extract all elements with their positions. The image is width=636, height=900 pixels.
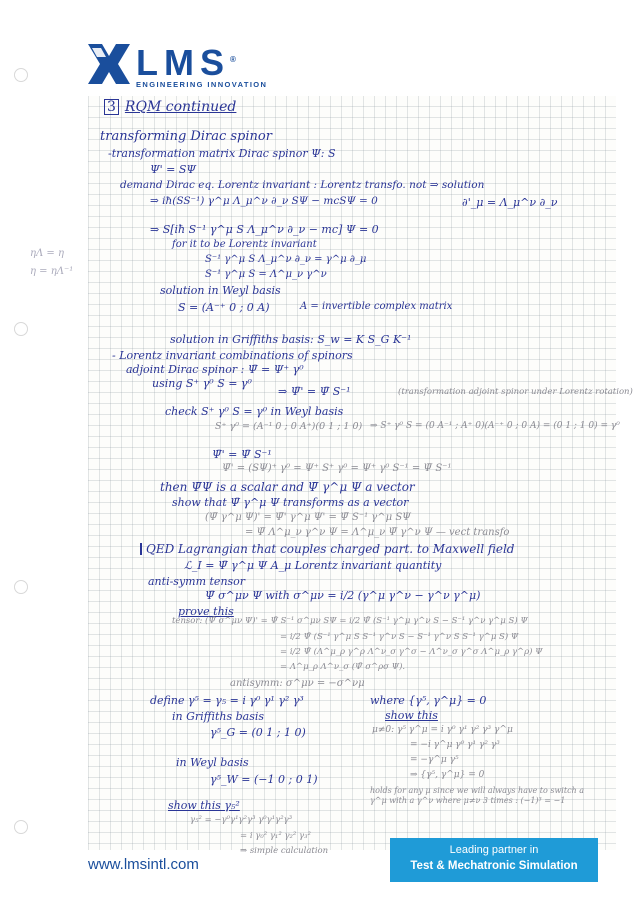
note-line: ⇒ S[iħ S⁻¹ γ^μ S Λ_μ^ν ∂_ν − mc] Ψ = 0 xyxy=(150,223,379,236)
note-line: ∂'_μ = Λ_μ^ν ∂_ν xyxy=(462,196,558,209)
note-line: S⁻¹ γ^μ S Λ_μ^ν ∂_ν = γ^μ ∂_μ xyxy=(205,254,367,265)
note-line: solution in Weyl basis xyxy=(160,284,281,297)
note-line: adjoint Dirac spinor : Ψ̄ = Ψ⁺ γ⁰ xyxy=(126,363,304,376)
note-line: in Weyl basis xyxy=(176,756,249,769)
note-line: Ψ' = SΨ xyxy=(150,163,197,176)
banner-line-2: Test & Mechatronic Simulation xyxy=(410,860,578,872)
punch-hole xyxy=(14,68,28,82)
note-line: demand Dirac eq. Lorentz invariant : Lorentz transfo. not ⇒ solution xyxy=(120,179,485,191)
note-line: where {γ⁵, γ^μ} = 0 xyxy=(370,694,487,707)
lms-x-icon xyxy=(88,44,130,84)
note-line: = Ψ̄ Λ^μ_ν γ^ν Ψ = Λ^μ_ν Ψ̄ γ^ν Ψ — vect transfo xyxy=(245,527,510,538)
logo-wordmark: LMS® xyxy=(136,42,236,83)
note-line: check S⁺ γ⁰ S = γ⁰ in Weyl basis xyxy=(165,405,344,418)
note-line: = Λ^μ_ρ Λ^ν_σ (Ψ̄ σ^ρσ Ψ). xyxy=(280,662,406,672)
note-line: = −i γ^μ γ⁰ γ¹ γ² γ³ xyxy=(410,740,500,750)
note-line: γ⁵_G = (0 1 ; 1 0) xyxy=(210,726,306,739)
note-line: μ≠0: γ⁵ γ^μ = i γ⁰ γ¹ γ² γ³ γ^μ xyxy=(372,725,513,735)
note-line: S = (A⁻⁺ 0 ; 0 A) xyxy=(178,301,270,314)
note-line: = −γ^μ γ⁵ xyxy=(410,755,459,765)
note-line: Ψ̄' = Ψ̄ S⁻¹ xyxy=(212,448,272,461)
note-line: Ψ̄' = (SΨ)⁺ γ⁰ = Ψ⁺ S⁺ γ⁰ = Ψ⁺ γ⁰ S⁻¹ = Ψ̄ S⁻¹ xyxy=(222,463,452,474)
note-line: using S⁺ γ⁰ S = γ⁰ xyxy=(152,377,252,390)
note-line: -transformation matrix Dirac spinor Ψ: S xyxy=(108,147,336,160)
note-line: - Lorentz invariant combinations of spinors xyxy=(112,349,353,362)
note-line: in Griffiths basis xyxy=(172,710,265,723)
lms-logo xyxy=(88,42,268,89)
note-line: prove this xyxy=(178,605,234,618)
note-line: ⇒ iħ(SS⁻¹) γ^μ Λ_μ^ν ∂_ν SΨ − mcSΨ = 0 xyxy=(150,195,378,207)
note-line: ⇒ S⁺ γ⁰ S = (0 A⁻¹ ; A⁺ 0)(A⁻⁺ 0 ; 0 A) = (0 1 ; 1 0) = γ⁰ xyxy=(370,421,620,431)
note-line: transforming Dirac spinor xyxy=(100,129,272,144)
note-line: define γ⁵ = γ₅ = i γ⁰ γ¹ γ² γ³ xyxy=(150,694,304,707)
note-line: anti-symm tensor xyxy=(148,575,246,588)
note-line: then Ψ̄Ψ is a scalar and Ψ̄ γ^μ Ψ a vector xyxy=(160,480,415,494)
note-line: = i/2 Ψ̄ (S⁻¹ γ^μ S S⁻¹ γ^ν S − S⁻¹ γ^ν S S⁻¹ γ^μ S) Ψ xyxy=(280,632,519,642)
logo-tagline: ENGINEERING INNOVATION xyxy=(136,80,268,89)
note-line: solution in Griffiths basis: S_w = K S_G K⁻¹ xyxy=(170,333,412,346)
note-line: antisymm: σ^μν = −σ^νμ xyxy=(230,678,365,689)
page-heading: 3 RQM continued xyxy=(104,99,236,115)
note-line: for it to be Lorentz invariant xyxy=(172,239,317,250)
note-line: = i γ₀² γ₁² γ₂² γ₃² xyxy=(240,831,311,841)
footer-url: www.lmsintl.com xyxy=(88,856,199,873)
note-line: (transformation adjoint spinor under Lorentz rotation) xyxy=(398,387,633,397)
note-line: ⇒ Ψ̄' = Ψ̄ S⁻¹ xyxy=(278,385,351,398)
banner-line-1: Leading partner in xyxy=(449,844,539,856)
note-line: A = invertible complex matrix xyxy=(300,301,453,312)
note-line: ℒ_I = Ψ̄ γ^μ Ψ A_μ Lorentz invariant quantity xyxy=(184,559,442,572)
note-line: S⁻¹ γ^μ S = Λ^μ_ν γ^ν xyxy=(205,269,327,280)
note-line: holds for any μ since we will always have to switch a γ^μ with a γ^ν where μ≠ν 3 times : (−1)³ = −1 xyxy=(370,786,585,806)
note-line: S⁺ γ⁰ = (A⁻¹ 0 ; 0 A⁺)(0 1 ; 1 0) xyxy=(215,421,363,432)
note-line: show this γ₅² xyxy=(168,799,240,812)
margin-note: ηΛ = η xyxy=(30,248,64,259)
punch-hole xyxy=(14,580,28,594)
note-line: show that Ψ̄ γ^μ Ψ transforms as a vector xyxy=(172,496,409,509)
punch-hole xyxy=(14,820,28,834)
margin-note: η = ηΛ⁻¹ xyxy=(30,266,74,277)
note-line: QED Lagrangian that couples charged part. to Maxwell field xyxy=(140,543,514,555)
note-line: Ψ̄ σ^μν Ψ with σ^μν = i/2 (γ^μ γ^ν − γ^ν γ^μ) xyxy=(205,589,481,602)
footer-banner xyxy=(390,838,598,882)
note-line: show this xyxy=(385,709,438,722)
punch-hole xyxy=(14,322,28,336)
page-number: 3 xyxy=(104,99,119,115)
note-line: tensor: (Ψ̄ σ^μν Ψ)' = Ψ̄ S⁻¹ σ^μν SΨ = i/2 Ψ̄ (S⁻¹ γ^μ γ^ν S − S⁻¹ γ^ν γ^μ S) Ψ xyxy=(172,616,528,626)
note-line: ⇒ {γ⁵, γ^μ} = 0 xyxy=(410,770,485,780)
note-line: (Ψ̄ γ^μ Ψ)' = Ψ̄' γ^μ Ψ' = Ψ̄ S⁻¹ γ^μ SΨ xyxy=(205,512,411,523)
note-line: ⇒ simple calculation xyxy=(240,846,329,856)
note-line: = i/2 Ψ̄ (Λ^μ_ρ γ^ρ Λ^ν_σ γ^σ − Λ^ν_σ γ^σ Λ^μ_ρ γ^ρ) Ψ xyxy=(280,647,543,657)
note-line: γ⁵_W = (−1 0 ; 0 1) xyxy=(210,773,318,786)
note-line: γ₅² = −γ⁰γ¹γ²γ³ γ⁰γ¹γ²γ³ xyxy=(190,815,293,825)
